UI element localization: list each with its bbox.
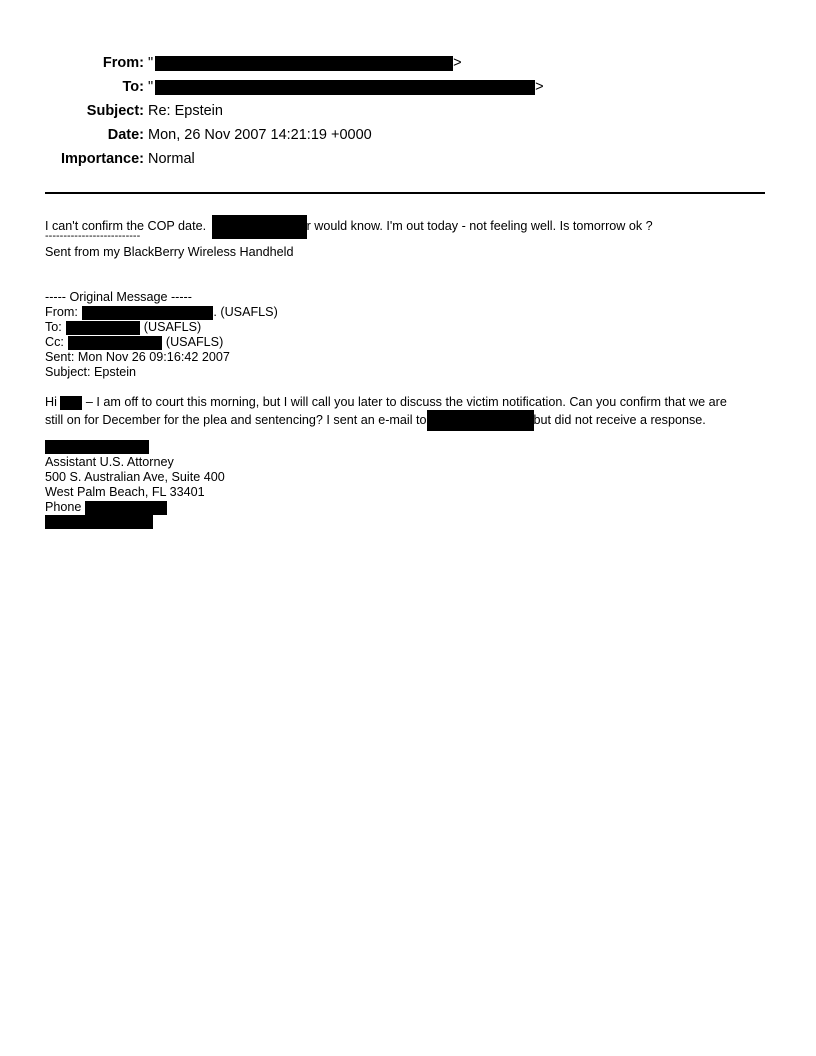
- original-to-suffix: (USAFLS): [140, 320, 202, 334]
- original-from-label: From:: [45, 305, 78, 319]
- original-body-line-1: [45, 395, 727, 410]
- importance-value: Normal: [148, 151, 195, 167]
- original-body-hi: Hi: [45, 395, 57, 409]
- from-open-quote: ": [148, 55, 154, 71]
- original-cc-line: [45, 335, 223, 350]
- to-close-bracket: >: [535, 79, 544, 95]
- importance-label: Importance:: [61, 151, 144, 167]
- original-cc-suffix: (USAFLS): [162, 335, 224, 349]
- date-value: Mon, 26 Nov 2007 14:21:19 +0000: [148, 127, 372, 143]
- to-value: [148, 78, 544, 96]
- reply-signature: Sent from my BlackBerry Wireless Handheld: [45, 245, 294, 259]
- redaction-box: [68, 336, 162, 350]
- signature-title: Assistant U.S. Attorney: [45, 455, 174, 469]
- original-body-text-2a: still on for December for the plea and sentencing? I sent an e-mail to: [45, 413, 427, 427]
- redaction-box: [60, 396, 82, 410]
- header-divider: [45, 192, 765, 194]
- reply-text-after: r would know. I'm out today - not feeling well. Is tomorrow ok ?: [306, 219, 653, 233]
- redaction-box: [155, 80, 535, 95]
- original-heading: ----- Original Message -----: [45, 290, 192, 304]
- redaction-box: [212, 215, 307, 239]
- redaction-box: [85, 501, 167, 515]
- redaction-box: [66, 321, 140, 335]
- reply-text-before: I can't confirm the COP date.: [45, 219, 207, 233]
- redaction-box: [155, 56, 453, 71]
- original-body-line-2: [45, 410, 706, 431]
- redaction-box: [82, 306, 213, 320]
- signature-phone-line: [45, 500, 167, 515]
- reply-separator: --------------------------: [45, 230, 141, 242]
- subject-value: Re: Epstein: [148, 103, 223, 119]
- date-label: Date:: [107, 127, 144, 143]
- original-cc-label: Cc:: [45, 335, 64, 349]
- from-value: [148, 54, 462, 72]
- original-from-suffix: . (USAFLS): [213, 305, 278, 319]
- original-body-text-1: – I am off to court this morning, but I will call you later to discuss the victim notification. Can you confirm that we are: [85, 395, 727, 409]
- original-subject-line: Subject: Epstein: [45, 365, 137, 379]
- from-label: From:: [102, 55, 144, 71]
- original-to-line: [45, 320, 201, 335]
- signature-address-1: 500 S. Australian Ave, Suite 400: [45, 470, 225, 484]
- original-to-label: To:: [45, 320, 62, 334]
- signature-address-2: West Palm Beach, FL 33401: [45, 485, 205, 499]
- to-open-quote: ": [148, 79, 154, 95]
- redaction-box: [427, 410, 534, 431]
- to-label: To:: [122, 79, 144, 95]
- redaction-box: [45, 440, 149, 454]
- redaction-box: [45, 515, 153, 529]
- original-sent-line: Sent: Mon Nov 26 09:16:42 2007: [45, 350, 230, 364]
- original-body-text-2b: but did not receive a response.: [533, 413, 706, 427]
- from-close-bracket: >: [453, 55, 462, 71]
- subject-label: Subject:: [86, 103, 144, 119]
- signature-phone-label: Phone: [45, 500, 82, 514]
- original-from-line: [45, 305, 278, 320]
